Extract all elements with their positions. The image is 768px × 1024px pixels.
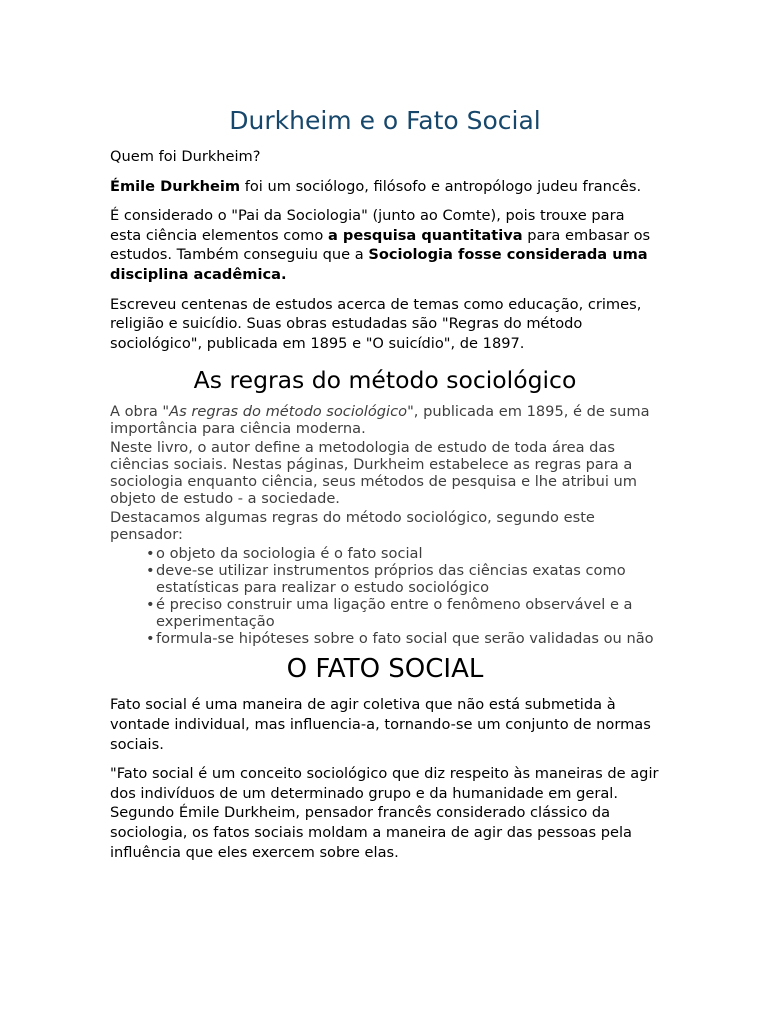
r1-book-title: As regras do método sociológico [169,403,408,421]
intro-paragraph [110,177,660,197]
social-fact-definition: Fato social é uma maneira de agir coletiva que não está submetida à vontade individual, mas influencia-a, tornando-se um conjunto de normas sociais. [110,696,651,753]
p2-text-a: É considerado o "Pai da Sociologia" (junto ao Comte), pois trouxe para esta ciência elementos como [110,207,625,244]
list-item [142,630,660,647]
rule-text: é preciso construir uma ligação entre o fenômeno observável e a experimentação [156,596,633,631]
intro-text: foi um sociólogo, filósofo e antropólogo judeu francês. [240,177,642,195]
r1-text-a: A obra " [110,403,170,421]
document-title: Durkheim e o Fato Social [229,106,541,135]
methodology-paragraph: Neste livro, o autor define a metodologia de estudo de toda área das ciências sociais. Nestas páginas, Durkheim estabelece as regras para a sociologia enquanto ciência, seus métodos de pesquisa e lhe atribui um objeto de estudo - a sociedade. [110,439,638,508]
r1-text-b: ", publicada em 1895, é de suma importância para ciência moderna. [110,403,650,438]
document-page [110,104,660,872]
rule-text: deve-se utilizar instrumentos próprios das ciências exatas como estatísticas para realizar o estudo sociológico [156,562,626,597]
list-item [142,596,660,630]
rules-heading: As regras do método sociológico [193,366,577,395]
list-item [142,562,660,596]
rules-list [110,545,660,647]
bullet-icon: • [146,545,155,563]
p2-text-c: para embasar os estudos. Também conseguiu que a [110,226,651,264]
bullet-icon: • [146,630,155,648]
question-heading: Quem foi Durkheim? [110,148,261,165]
social-fact-quote: "Fato social é um conceito sociológico que diz respeito às maneiras de agir dos indivíduos de um determinado grupo e da humanidade em geral. Segundo Émile Durkheim, pensador francês considerado clássico da sociologia, os fatos sociais moldam a maneira de agir das pessoas pela influência que eles exercem sobre elas. [110,765,659,861]
works-paragraph: Escreveu centenas de estudos acerca de temas como educação, crimes, religião e suicídio. Suas obras estudadas são "Regras do método sociológico", publicada em 1895 e "O suicídio", de 1897. [110,295,642,352]
bullet-icon: • [146,596,155,614]
father-of-sociology-paragraph [110,206,660,284]
rule-text: formula-se hipóteses sobre o fato social que serão validadas ou não [156,630,654,648]
list-item [142,545,660,562]
p2-bold-discipline: Sociologia fosse considerada uma disciplina acadêmica. [110,246,648,283]
rules-intro-paragraph [110,403,660,437]
bullet-icon: • [146,562,155,580]
p2-bold-quantitative: a pesquisa quantitativa [327,226,523,244]
durkheim-name: Émile Durkheim [110,177,241,195]
highlight-paragraph: Destacamos algumas regras do método sociológico, segundo este pensador: [110,509,595,544]
social-fact-heading: O FATO SOCIAL [286,654,484,685]
rule-text: o objeto da sociologia é o fato social [156,545,423,563]
